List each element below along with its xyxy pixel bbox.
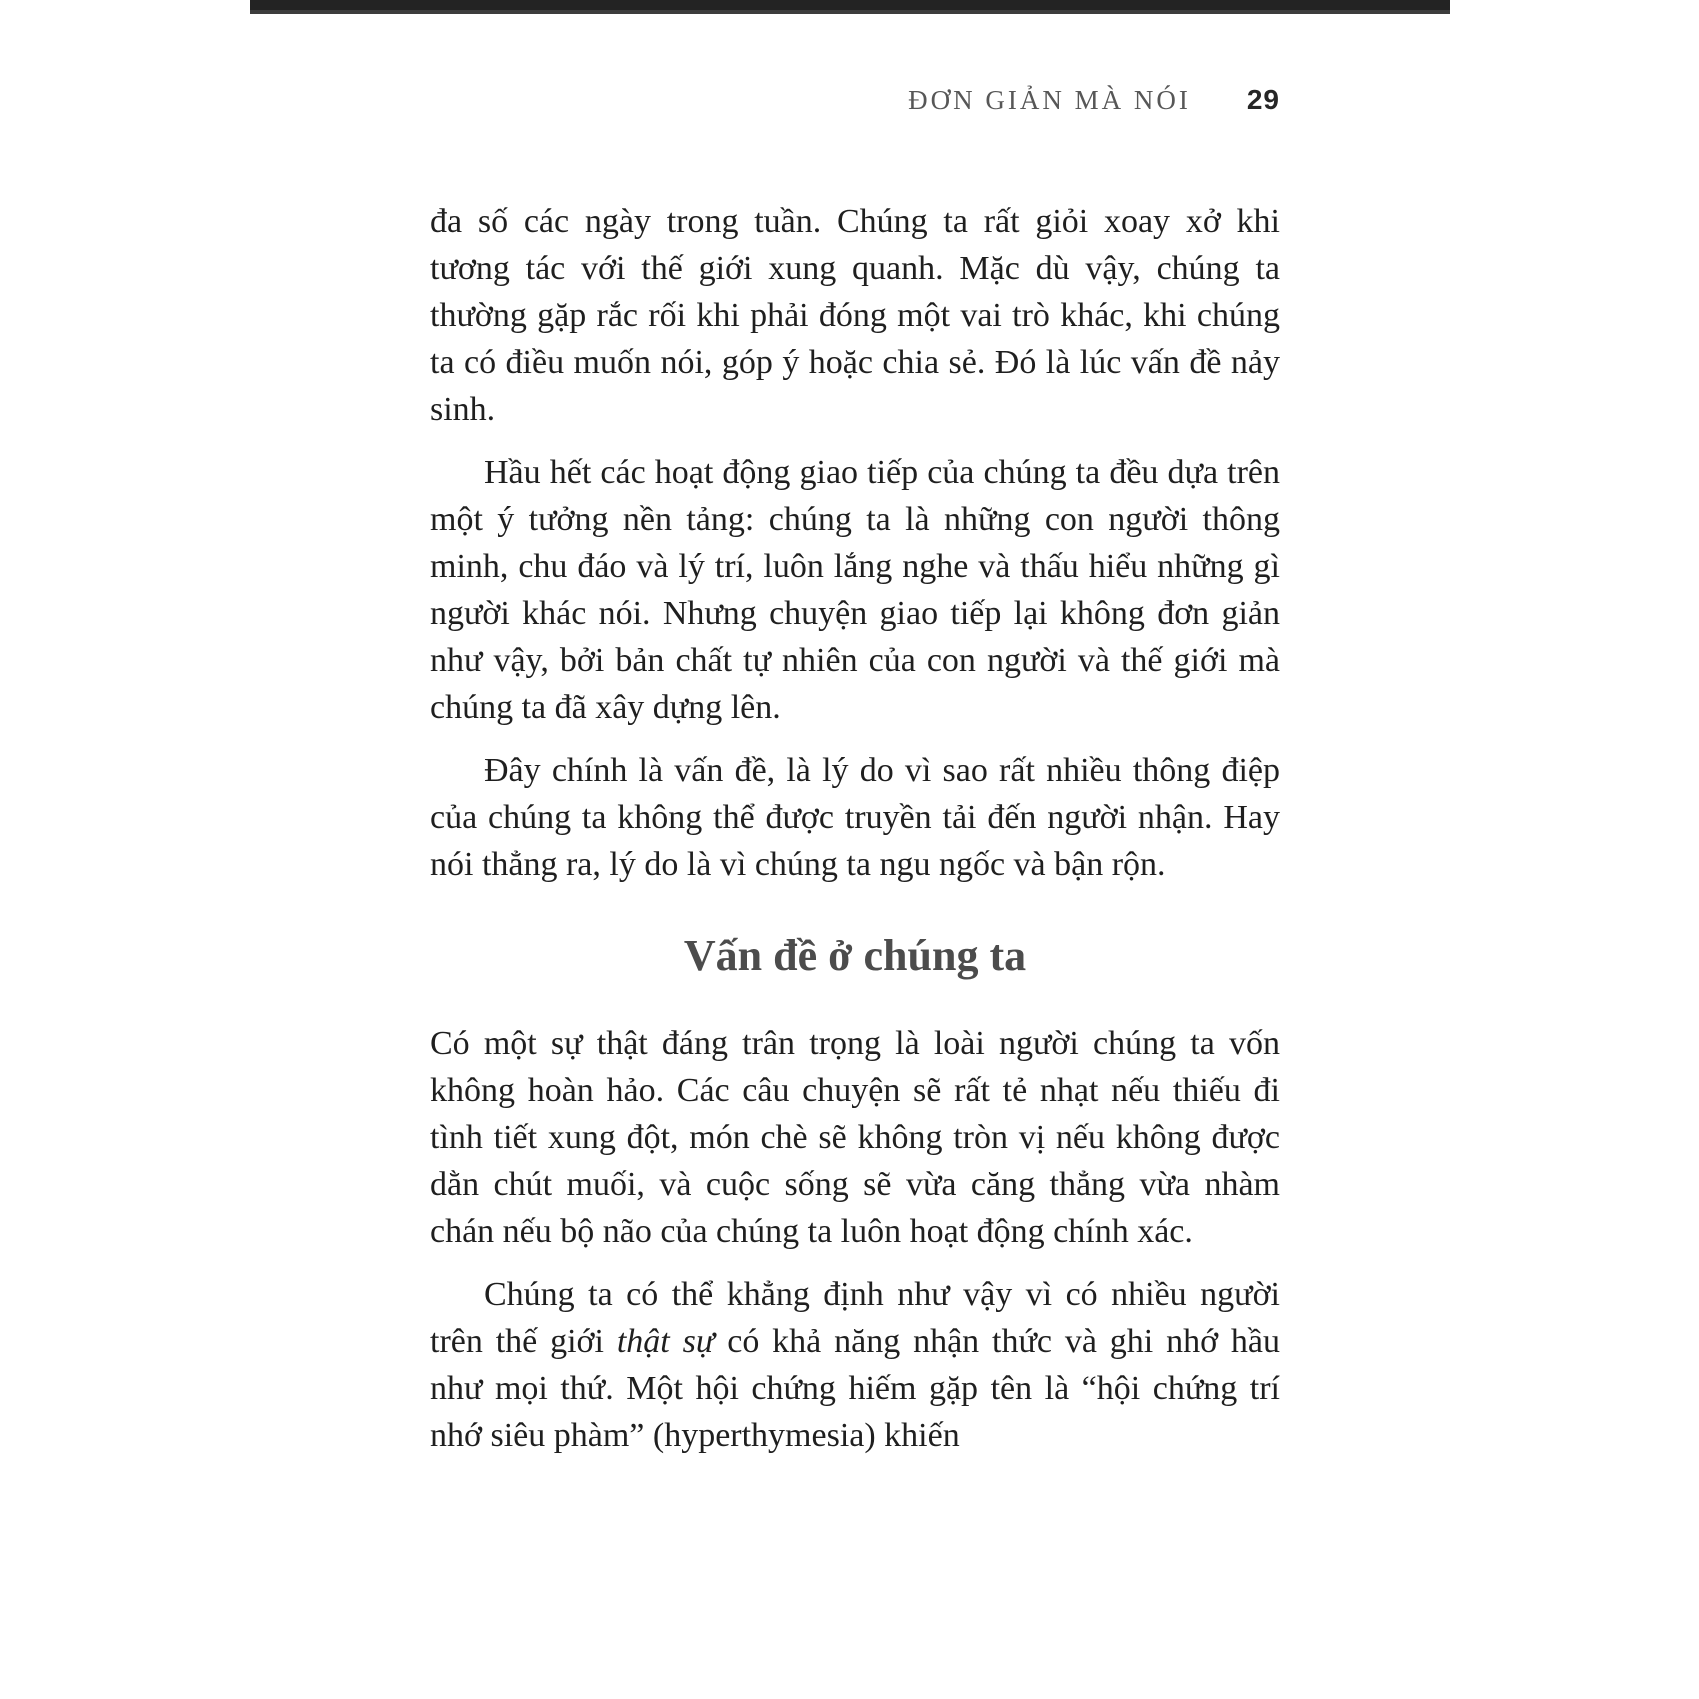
body-paragraph-1: đa số các ngày trong tuần. Chúng ta rất giỏi xoay xở khi tương tác với thế giới xung quanh. Mặc dù vậy, chúng ta thường gặp rắc rối khi phải đóng một vai trò khác, khi chúng ta có điều muốn nói, góp ý hoặc chia sẻ. Đó là lúc vấn đề nảy sinh. [430,203,1280,428]
section-heading: Vấn đề ở chúng ta [683,931,1027,980]
italic-phrase: thật sự [616,1323,715,1360]
body-paragraph-4: Có một sự thật đáng trân trọng là loài người chúng ta vốn không hoàn hảo. Các câu chuyện sẽ rất tẻ nhạt nếu thiếu đi tình tiết xung đột, món chè sẽ không tròn vị nếu không được dằn chút muối, và cuộc sống sẽ vừa căng thẳng vừa nhàm chán nếu bộ não của chúng ta luôn hoạt động chính xác. [430,1025,1280,1250]
body-text [430,198,1280,1459]
page-text-column [430,80,1280,1459]
running-title: ĐƠN GIẢN MÀ NÓI [908,85,1191,115]
top-edge-bar [250,0,1450,14]
body-paragraph-3: Đây chính là vấn đề, là lý do vì sao rất nhiều thông điệp của chúng ta không thể được truyền tải đến người nhận. Hay nói thẳng ra, lý do là vì chúng ta ngu ngốc và bận rộn. [430,752,1280,883]
paragraph-5-after: có khả năng nhận thức và ghi nhớ hầu như mọi thứ. Một hội chứng hiếm gặp tên là “hội chứng trí nhớ siêu phàm” (hyperthymesia) khiến [430,1323,1281,1454]
body-paragraph-5 [430,1271,1280,1459]
paragraph-5-before: Chúng ta có thể khẳng định như vậy vì có nhiều người trên thế giới [430,1276,1280,1360]
page-number: 29 [1246,84,1280,115]
running-header [430,80,1280,120]
body-paragraph-2: Hầu hết các hoạt động giao tiếp của chúng ta đều dựa trên một ý tưởng nền tảng: chúng ta là những con người thông minh, chu đáo và lý trí, luôn lắng nghe và thấu hiểu những gì người khác nói. Nhưng chuyện giao tiếp lại không đơn giản như vậy, bởi bản chất tự nhiên của con người và thế giới mà chúng ta đã xây dựng lên. [430,454,1280,726]
